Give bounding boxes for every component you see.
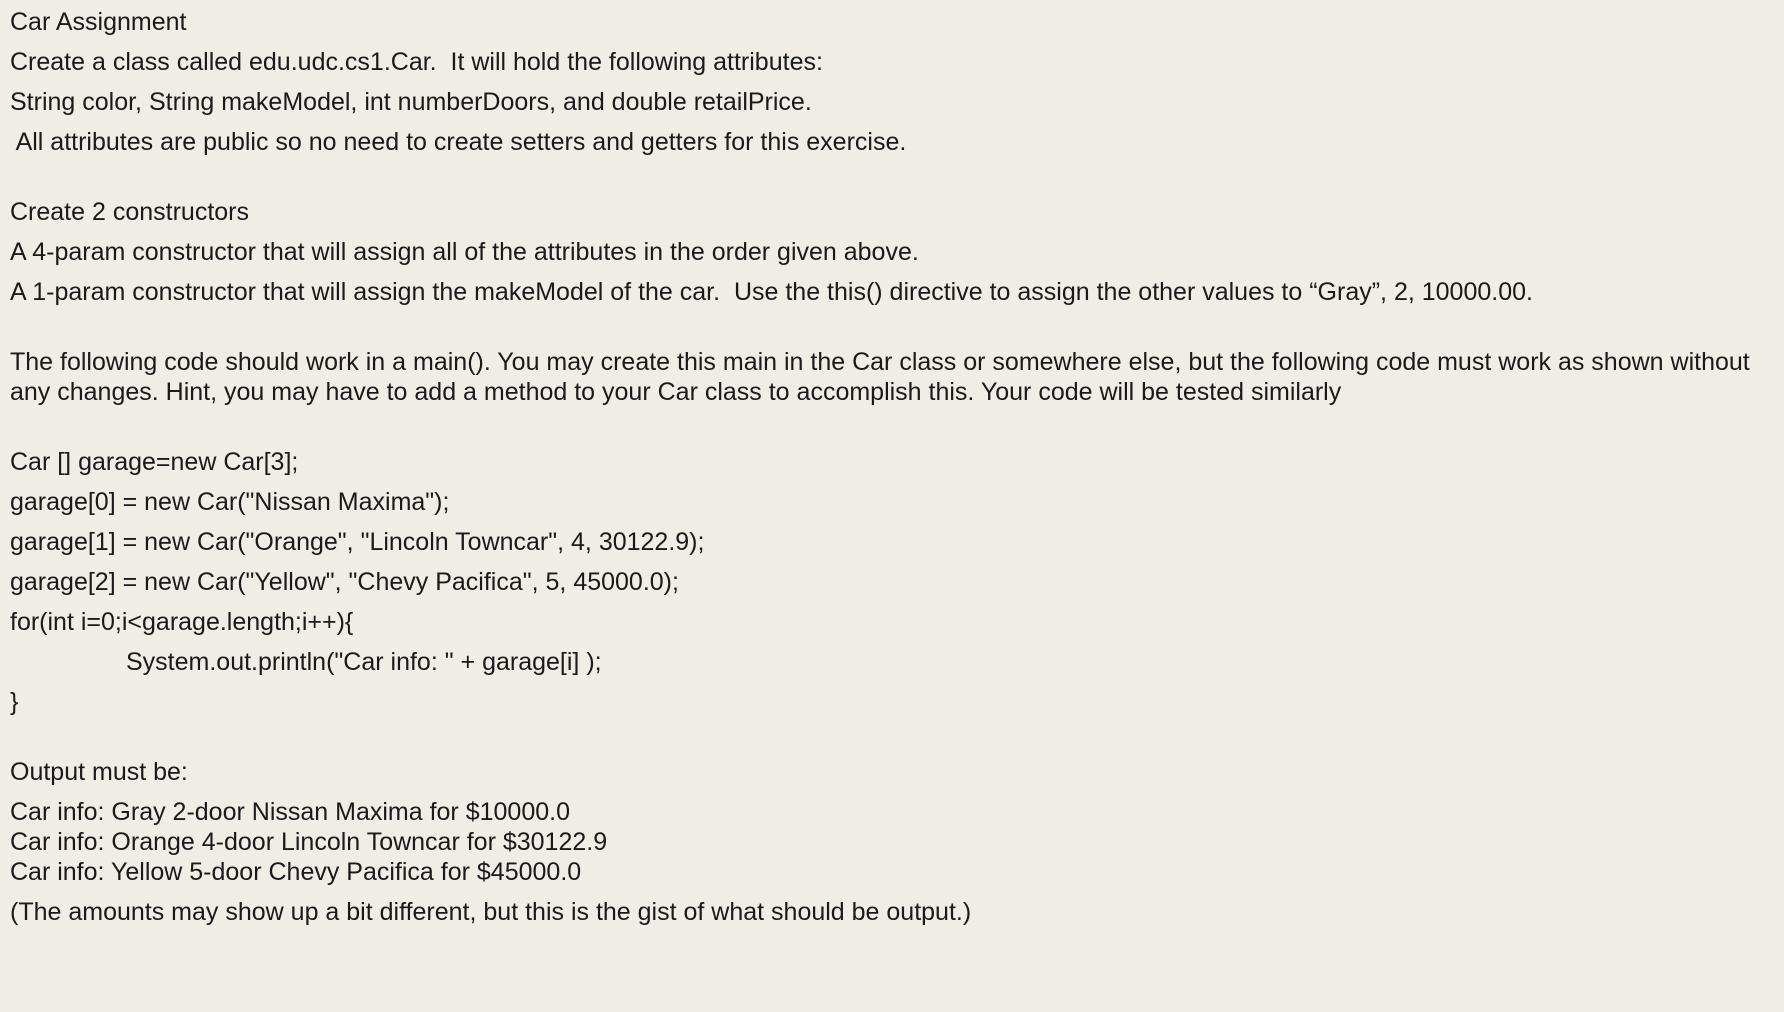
document-title: Car Assignment	[10, 8, 187, 36]
code-line: garage[1] = new Car("Orange", "Lincoln Towncar", 4, 30122.9);	[10, 528, 705, 556]
output-footnote: (The amounts may show up a bit different, but this is the gist of what should be output.)	[10, 898, 972, 926]
code-line: System.out.println("Car info: " + garage[i] );	[126, 648, 602, 676]
output-line: Car info: Yellow 5-door Chevy Pacifica for $45000.0	[10, 858, 582, 886]
spacer	[10, 317, 1774, 347]
intro-line: All attributes are public so no need to create setters and getters for this exercise.	[10, 128, 907, 156]
code-line: }	[10, 688, 19, 716]
constructor-description: A 1-param constructor that will assign the makeModel of the car. Use the this() directive to assign the other values to “Gray”, 2, 10000.00.	[10, 278, 1533, 306]
assignment-document	[10, 7, 1774, 937]
code-line: Car [] garage=new Car[3];	[10, 448, 299, 476]
intro-line: String color, String makeModel, int numberDoors, and double retailPrice.	[10, 88, 812, 116]
constructors-heading: Create 2 constructors	[10, 198, 249, 226]
intro-line: Create a class called edu.udc.cs1.Car. It will hold the following attributes:	[10, 48, 823, 76]
spacer	[10, 417, 1774, 447]
output-line: Car info: Gray 2-door Nissan Maxima for $10000.0	[10, 798, 570, 826]
spacer	[10, 167, 1774, 197]
constructor-description: A 4-param constructor that will assign all of the attributes in the order given above.	[10, 238, 919, 266]
output-line: Car info: Orange 4-door Lincoln Towncar for $30122.9	[10, 828, 608, 856]
spacer	[10, 727, 1774, 757]
code-line: garage[0] = new Car("Nissan Maxima");	[10, 488, 450, 516]
instructions-paragraph: The following code should work in a main(). You may create this main in the Car class or somewhere else, but the following code must work as shown without any changes. Hint, you may have to add a method to your Car class to accomplish this. Your code will be tested similarly	[10, 348, 1750, 406]
output-heading: Output must be:	[10, 758, 188, 786]
code-line: garage[2] = new Car("Yellow", "Chevy Pacifica", 5, 45000.0);	[10, 568, 679, 596]
code-line: for(int i=0;i<garage.length;i++){	[10, 608, 354, 636]
